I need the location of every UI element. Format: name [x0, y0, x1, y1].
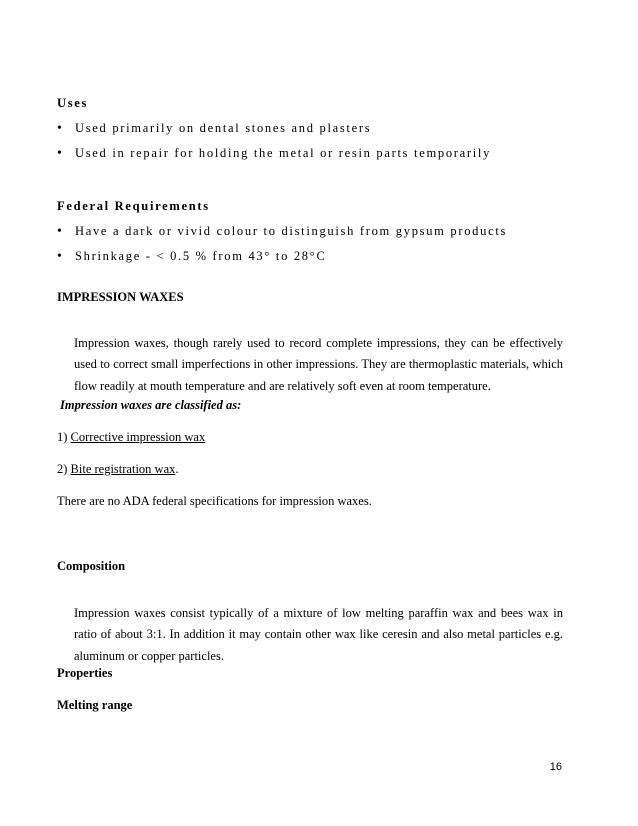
- bullet-icon: •: [57, 146, 62, 161]
- composition-heading: Composition: [57, 559, 126, 573]
- properties-heading: Properties: [57, 666, 113, 680]
- uses-heading: Uses: [57, 96, 89, 110]
- list-item: [57, 144, 491, 162]
- classification-heading: Impression waxes are classified as:: [60, 398, 242, 412]
- bullet-icon: •: [57, 121, 62, 136]
- classification-item-1: 1) Corrective impression wax: [57, 430, 206, 444]
- corrective-wax-label: Corrective impression wax: [70, 430, 206, 444]
- list-item: [57, 247, 327, 265]
- federal-requirements-heading: Federal Requirements: [57, 199, 210, 213]
- federal-bullet-2: Shrinkage - < 0.5 % from 43° to 28°C: [75, 249, 327, 263]
- impression-waxes-paragraph: Impression waxes, though rarely used to record complete impressions, they can be effectively used to correct small imperfections in other impressions. They are thermoplastic materials, which flow readily at mouth temperature and are relatively soft even at room temperature.: [74, 335, 563, 393]
- bullet-icon: •: [57, 224, 62, 239]
- ada-note: There are no ADA federal specifications for impression waxes.: [57, 494, 372, 508]
- impression-waxes-heading: IMPRESSION WAXES: [57, 290, 184, 304]
- uses-bullet-2: Used in repair for holding the metal or resin parts temporarily: [75, 146, 492, 160]
- melting-range-heading: Melting range: [57, 698, 133, 712]
- bite-registration-label: Bite registration wax: [70, 462, 176, 476]
- list-item: [57, 222, 507, 240]
- bullet-icon: •: [57, 249, 62, 264]
- page-number: 16: [549, 761, 562, 773]
- uses-bullet-1: Used primarily on dental stones and plasters: [75, 121, 372, 135]
- list-item: [57, 119, 371, 137]
- composition-paragraph: Impression waxes consist typically of a mixture of low melting paraffin wax and bees wax in ratio of about 3:1. In addition it may contain other wax like ceresin and also metal particles e.g. aluminum or copper particles.: [74, 605, 563, 663]
- classification-item-2: 2) Bite registration wax.: [57, 462, 179, 476]
- federal-bullet-1: Have a dark or vivid colour to distinguish from gypsum products: [75, 224, 508, 238]
